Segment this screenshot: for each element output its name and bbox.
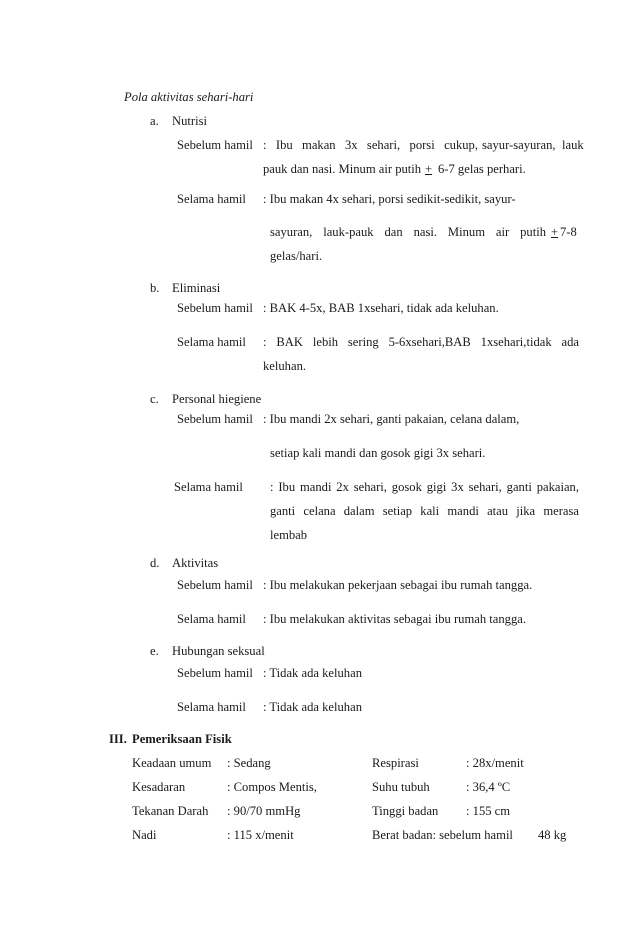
exam-title: Pemeriksaan Fisik: [132, 732, 232, 746]
item-heading-eliminasi: Eliminasi: [172, 281, 221, 295]
value-during-nutrisi-2b: +: [551, 225, 559, 239]
exam-label-suhu: Suhu tubuh: [372, 780, 430, 794]
label-before-eliminasi: Sebelum hamil: [177, 301, 253, 315]
value-before-aktivitas: : Ibu melakukan pekerjaan sebagai ibu rumah tangga.: [263, 578, 533, 592]
value-during-hygiene-3: lembab: [270, 528, 308, 542]
item-letter-b: b.: [150, 281, 160, 295]
exam-value-tekanan-darah: : 90/70 mmHg: [227, 804, 301, 818]
exam-label-kesadaran: Kesadaran: [132, 780, 186, 794]
value-during-eliminasi-1: : BAK lebih sering 5-6xsehari,BAB 1xsehari,tidak ada: [263, 335, 579, 349]
label-during-nutrisi: Selama hamil: [177, 192, 246, 206]
exam-label-nadi: Nadi: [132, 828, 157, 842]
value-during-eliminasi-2: keluhan.: [263, 359, 307, 373]
item-letter-d: d.: [150, 556, 160, 570]
value-before-hygiene-1: : Ibu mandi 2x sehari, ganti pakaian, celana dalam,: [263, 412, 520, 426]
value-before-nutrisi-2c: 6-7 gelas perhari.: [438, 162, 526, 176]
exam-value-kesadaran: : Compos Mentis,: [227, 780, 317, 794]
exam-label-tekanan-darah: Tekanan Darah: [132, 804, 209, 818]
value-during-hygiene-2: ganti celana dalam setiap kali mandi atau jika merasa: [270, 504, 579, 518]
exam-value-berat-badan: 48 kg: [538, 828, 567, 842]
value-before-seksual: : Tidak ada keluhan: [263, 666, 362, 680]
item-heading-personal-hygiene: Personal hiegiene: [172, 392, 262, 406]
exam-numeral: III.: [109, 732, 127, 746]
value-during-aktivitas: : Ibu melakukan aktivitas sebagai ibu rumah tangga.: [263, 612, 526, 626]
item-heading-nutrisi: Nutrisi: [172, 114, 207, 128]
exam-value-suhu: : 36,4 ºC: [466, 780, 511, 794]
label-during-aktivitas: Selama hamil: [177, 612, 246, 626]
item-letter-c: c.: [150, 392, 159, 406]
value-before-hygiene-2: setiap kali mandi dan gosok gigi 3x sehari.: [270, 446, 486, 460]
section-title: Pola aktivitas sehari-hari: [124, 90, 254, 104]
label-before-nutrisi: Sebelum hamil: [177, 138, 253, 152]
exam-value-keadaan-umum: : Sedang: [227, 756, 271, 770]
value-during-hygiene-1: : Ibu mandi 2x sehari, gosok gigi 3x sehari, ganti pakaian,: [270, 480, 579, 494]
value-during-seksual: : Tidak ada keluhan: [263, 700, 362, 714]
exam-label-berat-badan: Berat badan: sebelum hamil: [372, 828, 513, 842]
label-during-seksual: Selama hamil: [177, 700, 246, 714]
value-during-nutrisi-2c: 7-8: [560, 225, 577, 239]
value-before-eliminasi: : BAK 4-5x, BAB 1xsehari, tidak ada keluhan.: [263, 301, 499, 315]
item-letter-a: a.: [150, 114, 159, 128]
exam-label-tinggi-badan: Tinggi badan: [372, 804, 439, 818]
value-during-nutrisi-2a: sayuran, lauk-pauk dan nasi. Minum air putih: [270, 225, 546, 239]
item-heading-aktivitas: Aktivitas: [172, 556, 219, 570]
value-before-nutrisi-1b: sayur-sayuran,: [482, 138, 556, 152]
exam-value-tinggi-badan: : 155 cm: [466, 804, 511, 818]
label-before-aktivitas: Sebelum hamil: [177, 578, 253, 592]
value-before-nutrisi-1c: lauk: [562, 138, 584, 152]
value-before-nutrisi-2b: +: [425, 162, 433, 176]
label-before-seksual: Sebelum hamil: [177, 666, 253, 680]
item-letter-e: e.: [150, 644, 159, 658]
label-during-hygiene: Selama hamil: [174, 480, 243, 494]
value-during-nutrisi-3: gelas/hari.: [270, 249, 323, 263]
item-heading-hubungan-seksual: Hubungan seksual: [172, 644, 265, 658]
exam-value-nadi: : 115 x/menit: [227, 828, 294, 842]
exam-value-respirasi: : 28x/menit: [466, 756, 524, 770]
label-before-hygiene: Sebelum hamil: [177, 412, 253, 426]
value-before-nutrisi-2a: pauk dan nasi. Minum air putih: [263, 162, 422, 176]
value-before-nutrisi-1a: : Ibu makan 3x sehari, porsi cukup,: [263, 138, 478, 152]
label-during-eliminasi: Selama hamil: [177, 335, 246, 349]
exam-label-keadaan-umum: Keadaan umum: [132, 756, 212, 770]
value-during-nutrisi-1: : Ibu makan 4x sehari, porsi sedikit-sedikit, sayur-: [263, 192, 516, 206]
exam-label-respirasi: Respirasi: [372, 756, 419, 770]
